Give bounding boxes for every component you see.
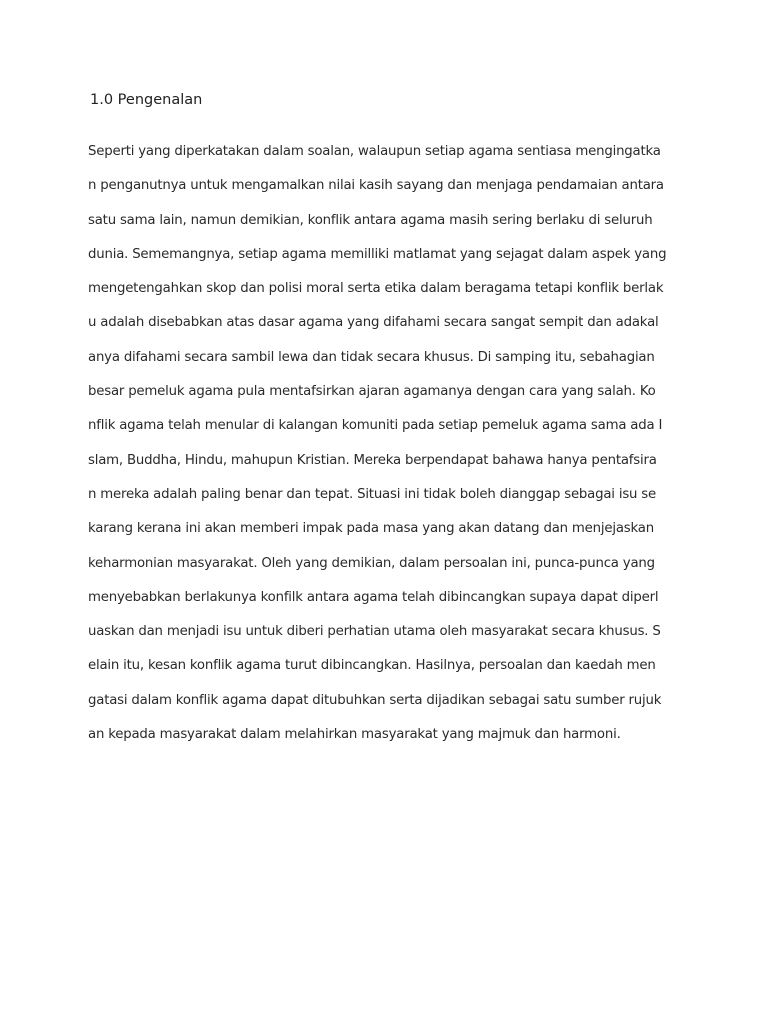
paragraph-line: mengetengahkan skop dan polisi moral serta etika dalam beragama tetapi konflik berlak <box>88 281 664 297</box>
paragraph-line: keharmonian masyarakat. Oleh yang demikian, dalam persoalan ini, punca-punca yang <box>88 555 655 571</box>
paragraph-line: dunia. Sememangnya, setiap agama memilliki matlamat yang sejagat dalam aspek yang <box>88 246 667 262</box>
paragraph-line: elain itu, kesan konflik agama turut dibincangkan. Hasilnya, persoalan dan kaedah men <box>88 658 656 674</box>
paragraph-line: besar pemeluk agama pula mentafsirkan ajaran agamanya dengan cara yang salah. Ko <box>88 384 656 400</box>
paragraph-line: u adalah disebabkan atas dasar agama yang difahami secara sangat sempit dan adakal <box>88 315 659 331</box>
paragraph-line: n mereka adalah paling benar dan tepat. Situasi ini tidak boleh dianggap sebagai isu se <box>88 486 657 502</box>
paragraph-line: Seperti yang diperkatakan dalam soalan, walaupun setiap agama sentiasa mengingatka <box>88 144 661 159</box>
body-paragraph <box>88 140 688 757</box>
paragraph-line: uaskan dan menjadi isu untuk diberi perhatian utama oleh masyarakat secara khusus. S <box>88 624 661 640</box>
paragraph-line: n penganutnya untuk mengamalkan nilai kasih sayang dan menjaga pendamaian antara <box>88 178 664 194</box>
paragraph-line: gatasi dalam konflik agama dapat ditubuhkan serta dijadikan sebagai satu sumber rujuk <box>88 692 662 708</box>
section-heading: 1.0 Pengenalan <box>90 92 203 108</box>
paragraph-line: slam, Buddha, Hindu, mahupun Kristian. Mereka berpendapat bahawa hanya pentafsira <box>88 452 657 468</box>
paragraph-line: karang kerana ini akan memberi impak pada masa yang akan datang dan menjejaskan <box>88 521 654 537</box>
paragraph-line: satu sama lain, namun demikian, konflik antara agama masih sering berlaku di seluruh <box>88 212 653 228</box>
paragraph-line: an kepada masyarakat dalam melahirkan masyarakat yang majmuk dan harmoni. <box>88 727 621 743</box>
paragraph-line: menyebabkan berlakunya konfilk antara agama telah dibincangkan supaya dapat diperl <box>88 589 659 605</box>
paragraph-line: nflik agama telah menular di kalangan komuniti pada setiap pemeluk agama sama ada I <box>88 418 663 434</box>
paragraph-line: anya difahami secara sambil lewa dan tidak secara khusus. Di samping itu, sebahagian <box>88 349 655 365</box>
